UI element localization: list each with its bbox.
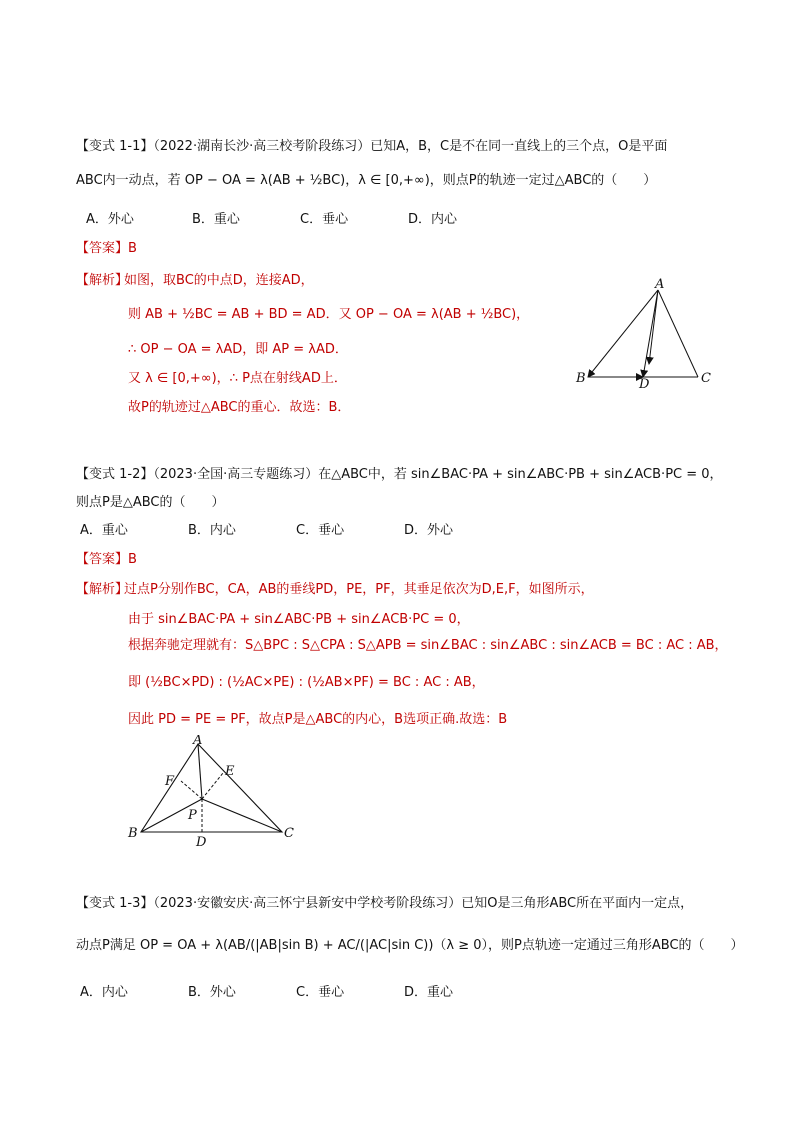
q1-triangle-figure [570, 278, 720, 390]
q2-solution-line5: 因此 PD = PE = PF，故点P是△ABC的内心，B选项正确.故选：B [128, 712, 508, 727]
q1-label-b: B [576, 371, 586, 386]
q2-stem-line2: 则点P是△ABC的（ ） [76, 495, 225, 510]
q2-solution-line3: 根据奔驰定理就有：S△BPC : S△CPA : S△APB = sin∠BAC : sin∠ABC : sin∠ACB = BC : AC : AB， [128, 638, 728, 653]
q1-stem-line1: 【变式 1-1】（2022·湖南长沙·高三校考阶段练习）已知A，B，C是不在同一直线上的三个点，O是平面 [76, 139, 668, 154]
q2-option-d: D．外心 [404, 523, 454, 538]
q1-solution-line4: 又 λ ∈ [0,+∞)，∴ P点在射线AD上． [128, 371, 347, 386]
q1-answer: 【答案】B [76, 241, 137, 256]
q3-options [80, 984, 453, 1002]
q1-option-c: C．垂心 [300, 212, 349, 227]
q2-triangle-abc [141, 744, 282, 832]
q2-option-b: B．内心 [188, 523, 236, 538]
q1-stem-line2: ABC内一动点，若 OP − OA = λ(AB + ½BC)，λ ∈ [0,+∞)，则点P的轨迹一定过△ABC的（ ） [76, 173, 657, 188]
q2-label-e: E [225, 764, 235, 779]
q3-stem-line2: 动点P满足 OP = OA + λ(AB/(|AB|sin B) + AC/(|AC|sin C))（λ ≥ 0），则P点轨迹一定通过三角形ABC的（ ） [76, 938, 744, 953]
q2-answer: 【答案】B [76, 552, 137, 567]
q2-segment-ap [198, 744, 202, 799]
q1-options [86, 211, 457, 229]
q1-median-ad [643, 290, 658, 377]
q3-option-d: D．重心 [404, 985, 454, 1000]
q1-solution-line2: 则 AB + ½BC = AB + BD = AD．又 OP − OA = λ(AB + ½BC)， [128, 307, 530, 322]
q2-options [80, 522, 453, 540]
q2-option-c: C．垂心 [296, 523, 345, 538]
q2-label-c: C [284, 826, 294, 841]
q2-label-f: F [165, 774, 175, 789]
q2-perpendicular-pe [202, 773, 223, 799]
q2-label-a: A [193, 735, 203, 748]
q3-stem-line1: 【变式 1-3】（2023·安徽安庆·高三怀宁县新安中学校考阶段练习）已知O是三角形ABC所在平面内一定点， [76, 896, 694, 911]
q1-option-d: D．内心 [408, 212, 458, 227]
q1-side-ab [588, 290, 658, 377]
q2-solution-line4: 即 (½BC×PD) : (½AC×PE) : (½AB×PF) = BC : AC : AB， [128, 675, 485, 690]
q2-label-b: B [128, 826, 138, 841]
q2-label-d: D [196, 835, 207, 850]
q1-vector-ap [649, 290, 658, 364]
q1-label-d: D [639, 377, 650, 390]
q1-option-a: A．外心 [86, 212, 134, 227]
q1-solution-line5: 故P的轨迹过△ABC的重心．故选：B． [128, 400, 351, 415]
q3-option-c: C．垂心 [296, 985, 345, 1000]
q2-perpendicular-pf [181, 781, 202, 799]
q2-option-a: A．重心 [80, 523, 128, 538]
q3-option-a: A．内心 [80, 985, 128, 1000]
q1-label-a: A [655, 278, 665, 292]
q2-solution-tag: 【解析】 [76, 582, 129, 597]
q1-solution-line3: ∴ OP − OA = λAD，即 AP = λAD． [128, 342, 348, 357]
q2-label-p: P [188, 808, 197, 823]
q2-solution-line2: 由于 sin∠BAC·PA + sin∠ABC·PB + sin∠ACB·PC = 0， [128, 612, 470, 627]
q3-option-b: B．外心 [188, 985, 236, 1000]
q2-segment-cp [202, 799, 282, 832]
q1-solution-line1: 如图，取BC的中点D，连接AD， [124, 273, 314, 288]
q1-solution-tag: 【解析】 [76, 273, 129, 288]
q2-stem-line1: 【变式 1-2】（2023·全国·高三专题练习）在△ABC中，若 sin∠BAC·PA + sin∠ABC·PB + sin∠ACB·PC = 0， [76, 467, 723, 482]
q2-solution-line1: 过点P分别作BC，CA，AB的垂线PD，PE，PF，其垂足依次为D,E,F，如图所示， [124, 582, 594, 597]
q2-triangle-figure [125, 735, 300, 850]
q1-label-c: C [701, 371, 711, 386]
q1-option-b: B．重心 [192, 212, 240, 227]
q1-side-ac [658, 290, 698, 377]
